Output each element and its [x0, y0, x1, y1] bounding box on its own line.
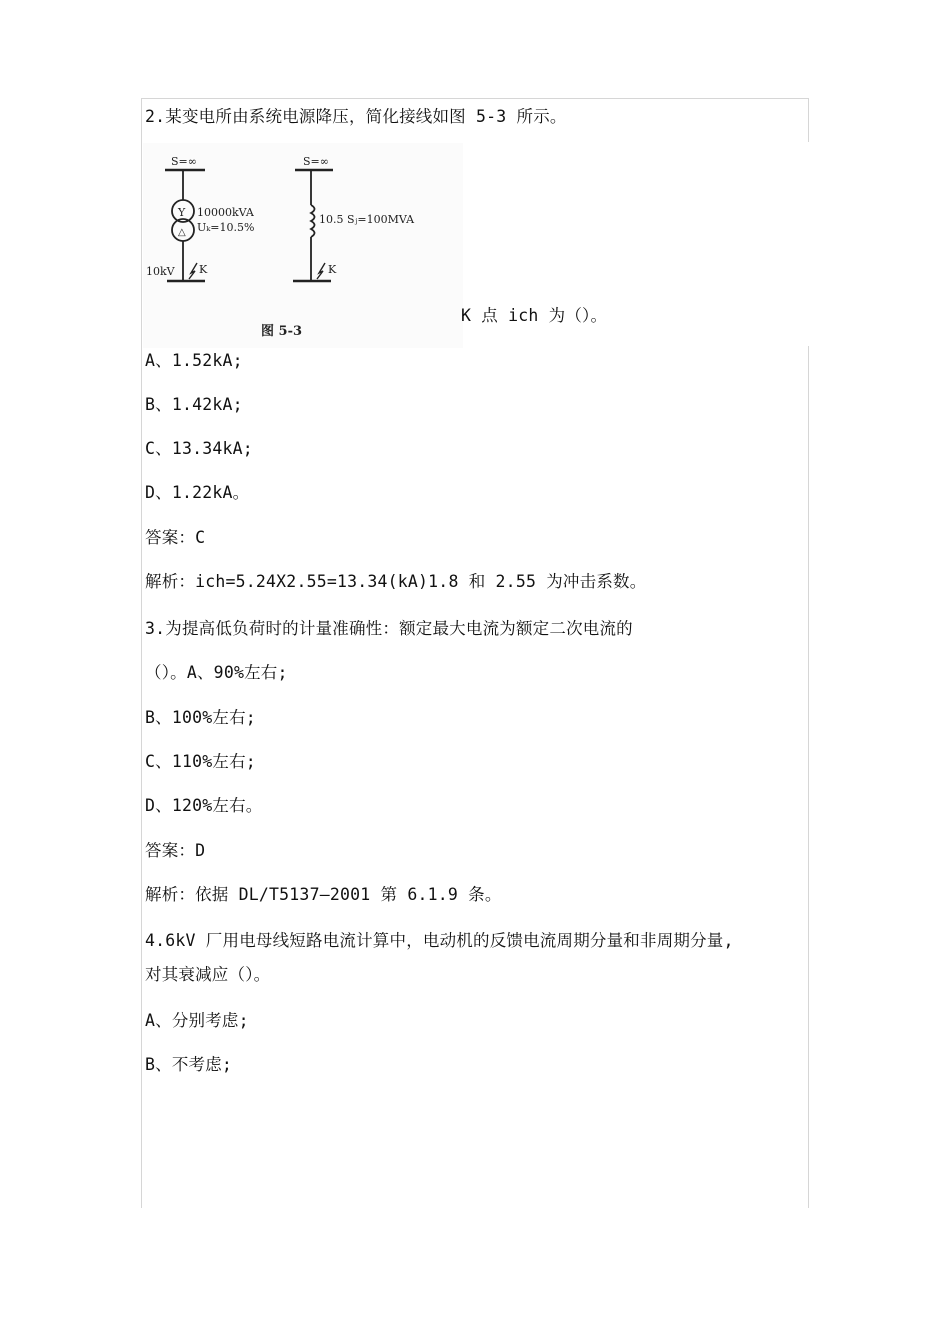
fault-arrow-right-icon	[317, 263, 325, 279]
q2-answer: 答案：C	[145, 528, 206, 547]
q3-option-c: C、110%左右;	[145, 752, 256, 771]
reactance-coil-icon	[311, 205, 315, 237]
q2-stem: 2.某变电所由系统电源降压，简化接线如图 5-3 所示。	[145, 107, 567, 126]
frame-line-top	[141, 98, 809, 99]
svg-text:Y: Y	[178, 206, 186, 219]
fig-bus-voltage: 10kV	[146, 265, 175, 278]
circuit-diagram	[143, 143, 463, 348]
frame-line-right-upper	[808, 98, 809, 142]
fig-s-right: S=∞	[303, 155, 329, 168]
q3-analysis: 解析：依据 DL/T5137—2001 第 6.1.9 条。	[145, 885, 502, 904]
fault-arrow-left-icon	[189, 263, 197, 279]
q2-option-a: A、1.52kA;	[145, 351, 243, 370]
q4-stem-line1: 4.6kV 厂用电母线短路电流计算中，电动机的反馈电流周期分量和非周期分量,	[145, 931, 734, 950]
q2-option-b: B、1.42kA;	[145, 395, 243, 414]
q4-option-a: A、分别考虑;	[145, 1011, 249, 1030]
fig-reactance: 10.5 Sⱼ=100MVA	[319, 213, 415, 226]
frame-line-left	[141, 98, 142, 1208]
q3-option-d: D、120%左右。	[145, 796, 263, 815]
frame-line-right-lower	[808, 346, 809, 1208]
q2-option-c: C、13.34kA;	[145, 439, 253, 458]
q2-option-d: D、1.22kA。	[145, 483, 250, 502]
q3-stem-line2: （）。A、90%左右;	[145, 663, 288, 682]
q3-option-b: B、100%左右;	[145, 708, 256, 727]
fig-transformer-rating: 10000kVA	[197, 206, 254, 219]
figure-5-3	[143, 143, 463, 348]
q4-option-b: B、不考虑;	[145, 1055, 233, 1074]
fig-caption: 图 5-3	[261, 324, 303, 339]
svg-text:△: △	[178, 227, 186, 238]
fig-s-left: S=∞	[171, 155, 197, 168]
q2-analysis: 解析：ich=5.24X2.55=13.34(kA)1.8 和 2.55 为冲击系数。	[145, 572, 647, 591]
fig-fault-left: K	[199, 263, 208, 276]
q3-answer: 答案：D	[145, 841, 206, 860]
fig-fault-right: K	[328, 263, 337, 276]
q2-question-tail: K 点 ich 为（）。	[461, 306, 608, 325]
q3-stem-line1: 3.为提高低负荷时的计量准确性：额定最大电流为额定二次电流的	[145, 619, 633, 638]
q4-stem-line2: 对其衰减应（）。	[145, 965, 271, 984]
fig-transformer-uk: Uₖ=10.5%	[197, 221, 255, 234]
